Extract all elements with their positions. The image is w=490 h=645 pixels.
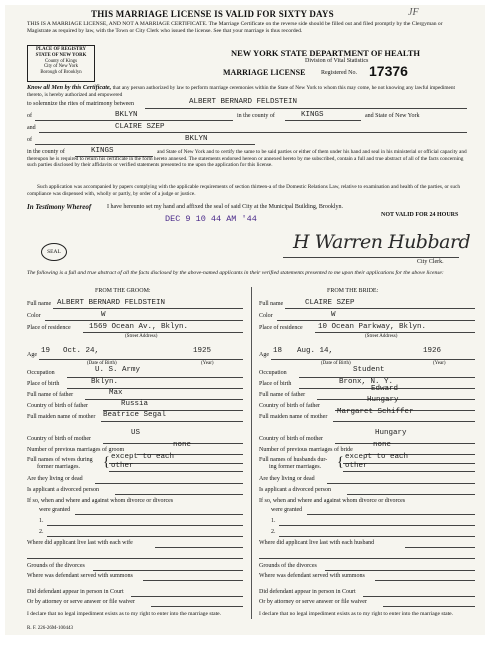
groom-color: W xyxy=(101,311,106,319)
groom-birth-year: 1925 xyxy=(193,347,212,355)
bride-name-intro: CLAIRE SZEP xyxy=(115,123,165,131)
groom-wives-label-2: former marriages. xyxy=(37,464,80,470)
groom-mother-country-label: Country of birth of mother xyxy=(27,436,91,442)
bride-birth-year: 1926 xyxy=(423,347,442,355)
of-label-1: of xyxy=(27,113,32,119)
bride-date-of-birth-caption: (Date of Birth) xyxy=(321,361,351,366)
bride-color: W xyxy=(331,311,336,319)
bride-mother-country: Hungary xyxy=(375,429,407,437)
validity-title: THIS MARRIAGE LICENSE IS VALID FOR SIXTY DAYS xyxy=(91,9,334,19)
compliance-text: Such application was accompanied by papers complying with the applicable requirements of section thirteen-a of the Domestic Relations Law, relative to examination and health of the parties, or such compliance was dispensed with, wholly or partly, by order of a judge or justice. xyxy=(27,184,460,197)
groom-birthplace: Bklyn. xyxy=(91,378,119,386)
bride-mother-maiden: Margaret Schiffer xyxy=(337,408,414,416)
bride-father-label: Full name of father xyxy=(259,392,306,398)
bride-summons-label: Where was defendant served with summons xyxy=(259,573,365,579)
date-stamp: DEC 9 10 44 AM '44 xyxy=(165,214,257,224)
groom-father: Max xyxy=(109,389,123,397)
clerk-signature: H Warren Hubbard xyxy=(293,231,471,253)
bride-mother-country-label: Country of birth of mother xyxy=(259,436,323,442)
bride-city-intro: BKLYN xyxy=(185,135,208,143)
bride-residence: 10 Ocean Parkway, Bklyn. xyxy=(318,323,427,331)
registered-label: Registered No. xyxy=(321,70,357,76)
groom-color-label: Color xyxy=(27,313,41,319)
bride-birthplace: Bronx, N. Y. xyxy=(339,378,394,386)
groom-court-label: Did defendant appear in person in Court xyxy=(27,589,124,595)
solemnize-label: to solemnize the rites of matrimony between xyxy=(27,101,134,107)
groom-full-name: ALBERT BERNARD FELDSTEIN xyxy=(57,299,166,307)
bride-birthplace-label: Place of birth xyxy=(259,381,292,387)
groom-declaration: I declare that no legal impediment exists as to my right to enter into the marriage state. xyxy=(27,611,222,617)
testimony-text: I have hereunto set my hand and affixed the seal of said City at the Municipal Building, Brooklyn. xyxy=(107,204,344,210)
abstract-text: The following is a full and true abstract of all the facts disclosed by the above-named applicants in their verified statements presented to me upon their applications for the above license: xyxy=(27,270,444,276)
bride-divorced-label: Is applicant a divorced person xyxy=(259,487,331,493)
groom-divorce-when-label: If so, when and where and against whom divorce or divorces xyxy=(27,498,174,504)
groom-granted-label: were granted xyxy=(39,507,71,513)
bride-granted-label: were granted xyxy=(271,507,303,513)
place-of-registry-box xyxy=(27,45,95,82)
license-title: MARRIAGE LICENSE xyxy=(223,68,306,77)
bride-color-label: Color xyxy=(259,313,273,319)
bride-father: Edward xyxy=(371,385,399,393)
bride-grounds-label: Grounds of the divorces xyxy=(259,563,317,569)
bride-n2: 2. xyxy=(271,529,276,535)
bride-living-label: Are they living or dead xyxy=(259,476,315,482)
groom-birth-date: Oct. 24, xyxy=(63,347,100,355)
bride-father-country: Hungary xyxy=(367,396,399,404)
bride-live-husband-label: Where did applicant live last with each husband xyxy=(259,540,375,546)
bride-occupation-label: Occupation xyxy=(259,370,287,376)
groom-county-intro: KINGS xyxy=(301,111,324,119)
of-label-2: of xyxy=(27,137,32,143)
county-of-label-1: in the county of xyxy=(237,113,275,119)
authorization-text xyxy=(27,85,467,98)
bride-husbands-label-1: Full names of husbands dur- xyxy=(259,457,328,463)
state-label-1: and State of New York xyxy=(365,113,420,119)
bride-residence-label: Place of residence xyxy=(259,325,303,331)
know-all-men: Know all Men by this Certificate, xyxy=(27,84,112,91)
and-label: and xyxy=(27,125,36,131)
groom-n2: 2. xyxy=(39,529,44,535)
groom-mother-maiden: Beatrice Segal xyxy=(103,411,167,419)
not-valid-24h: NOT VALID FOR 24 HOURS xyxy=(381,212,459,218)
bride-husbands-1: except to each xyxy=(345,453,409,461)
groom-occupation: U. S. Army xyxy=(95,366,141,374)
groom-year-caption: (Year) xyxy=(201,361,214,366)
groom-full-name-label: Full name xyxy=(27,301,52,307)
bride-divorce-when-label: If so, when and where and against whom divorce or divorces xyxy=(259,498,406,504)
authorization-body: that any person authorized by law to perform marriage ceremonies within the State of New York to whom this may come, he not knowing any lawful impediment thereto, is hereby authorized and empowered xyxy=(27,85,456,98)
bride-father-country-label: Country of birth of father xyxy=(259,403,320,409)
bride-age-label: Age xyxy=(259,352,269,358)
groom-attorney-label: Or by attorney or serve answer or file waiver xyxy=(27,599,135,605)
bride-full-name: CLAIRE SZEP xyxy=(305,299,355,307)
bride-occupation: Student xyxy=(353,366,385,374)
registry-title: PLACE OF REGISTRY STATE OF NEW YORK xyxy=(35,47,87,58)
groom-grounds-label: Grounds of the divorces xyxy=(27,563,85,569)
groom-street-address-caption: (Street Address) xyxy=(125,334,158,339)
groom-prev-marriages-label: Number of previous marriages of groom xyxy=(27,447,125,453)
groom-residence: 1569 Ocean Av., Bklyn. xyxy=(89,323,189,331)
bride-prev-marriages: none xyxy=(373,441,392,449)
groom-name-intro: ALBERT BERNARD FELDSTEIN xyxy=(189,98,298,106)
department-title: NEW YORK STATE DEPARTMENT OF HEALTH xyxy=(231,48,421,58)
groom-wives-1: except to each xyxy=(111,453,175,461)
clerk-initials: JF xyxy=(408,7,419,18)
groom-heading: FROM THE GROOM: xyxy=(95,288,151,294)
groom-occupation-label: Occupation xyxy=(27,370,55,376)
groom-father-country: Russia xyxy=(121,400,149,408)
registry-city: City of New York xyxy=(43,64,79,70)
bride-attorney-label: Or by attorney or serve answer or file waiver xyxy=(259,599,367,605)
bride-husbands-2: other xyxy=(345,462,368,470)
groom-prev-marriages: none xyxy=(173,441,192,449)
bride-court-label: Did defendant appear in person in Court xyxy=(259,589,356,595)
seal-mark: SEAL xyxy=(41,243,67,261)
groom-age-label: Age xyxy=(27,352,37,358)
registry-county: County of Kings xyxy=(45,58,77,64)
groom-father-country-label: Country of birth of father xyxy=(27,403,88,409)
bride-husbands-label-2: ing former marriages. xyxy=(269,464,322,470)
groom-n1: 1. xyxy=(39,518,44,524)
groom-mother-maiden-label: Full maiden name of mother xyxy=(27,414,96,420)
bride-year-caption: (Year) xyxy=(433,361,446,366)
division-title: Division of Vital Statistics xyxy=(305,58,369,64)
registered-number: 17376 xyxy=(369,63,408,79)
bride-full-name-label: Full name xyxy=(259,301,284,307)
bride-prev-marriages-label: Number of previous marriages of bride xyxy=(259,447,353,453)
groom-city-intro: BKLYN xyxy=(115,111,138,119)
bride-n1: 1. xyxy=(271,518,276,524)
groom-date-of-birth-caption: (Date of Birth) xyxy=(87,361,117,366)
bride-heading: FROM THE BRIDE: xyxy=(327,288,379,294)
groom-father-label: Full name of father xyxy=(27,392,74,398)
registry-borough: Borough of Brooklyn xyxy=(40,70,82,76)
groom-wives-2: other xyxy=(111,462,134,470)
certify-text: and State of New York and to certify the same to be said parties or either of them under his hand and seal in his ministerial or official capacity and thereupon he is required to return his certificate in the form hereto annexed. The statements endorsed hereon or annexed hereto by me subscribed, contain a full and true abstract of all of the facts concerning such parties disclosed by their affidavits or verified statements presented to me upon the application for this license. xyxy=(27,149,467,168)
bride-age: 18 xyxy=(273,347,283,355)
bride-street-address-caption: (Street Address) xyxy=(365,334,398,339)
city-clerk-label: City Clerk. xyxy=(417,259,444,265)
groom-divorced-label: Is applicant a divorced person xyxy=(27,487,99,493)
bride-declaration: I declare that no legal impediment exists as to my right to enter into the marriage state. xyxy=(259,611,454,617)
bride-county-intro: KINGS xyxy=(91,147,114,155)
bride-husbands-brace: { xyxy=(337,455,344,470)
county-of-label-2: in the county of xyxy=(27,149,65,155)
groom-mother-country: US xyxy=(131,429,141,437)
groom-summons-label: Where was defendant served with summons xyxy=(27,573,133,579)
bride-birth-date: Aug. 14, xyxy=(297,347,334,355)
groom-living-label: Are they living or dead xyxy=(27,476,83,482)
groom-wives-label-1: Full names of wives during xyxy=(27,457,93,463)
form-number: R. F. 226-26M-100443 xyxy=(27,626,73,631)
bride-mother-maiden-label: Full maiden name of mother xyxy=(259,414,328,420)
groom-residence-label: Place of residence xyxy=(27,325,71,331)
groom-wives-brace: { xyxy=(103,455,110,470)
testimony-label: In Testimony Whereof xyxy=(27,203,92,211)
groom-live-wife-label: Where did applicant live last with each wife xyxy=(27,540,133,546)
license-notice: THIS IS A MARRIAGE LICENSE, AND NOT A MARRIAGE CERTIFICATE. The Marriage Certificate on the reverse side should be filled out and filed promptly by the Clergyman or Magistrate as required by law, with the Town or City Clerk who issued the license. See that your marriage is thus recorded. xyxy=(27,21,443,34)
marriage-license-document xyxy=(5,5,485,635)
groom-age: 19 xyxy=(41,347,51,355)
groom-birthplace-label: Place of birth xyxy=(27,381,60,387)
